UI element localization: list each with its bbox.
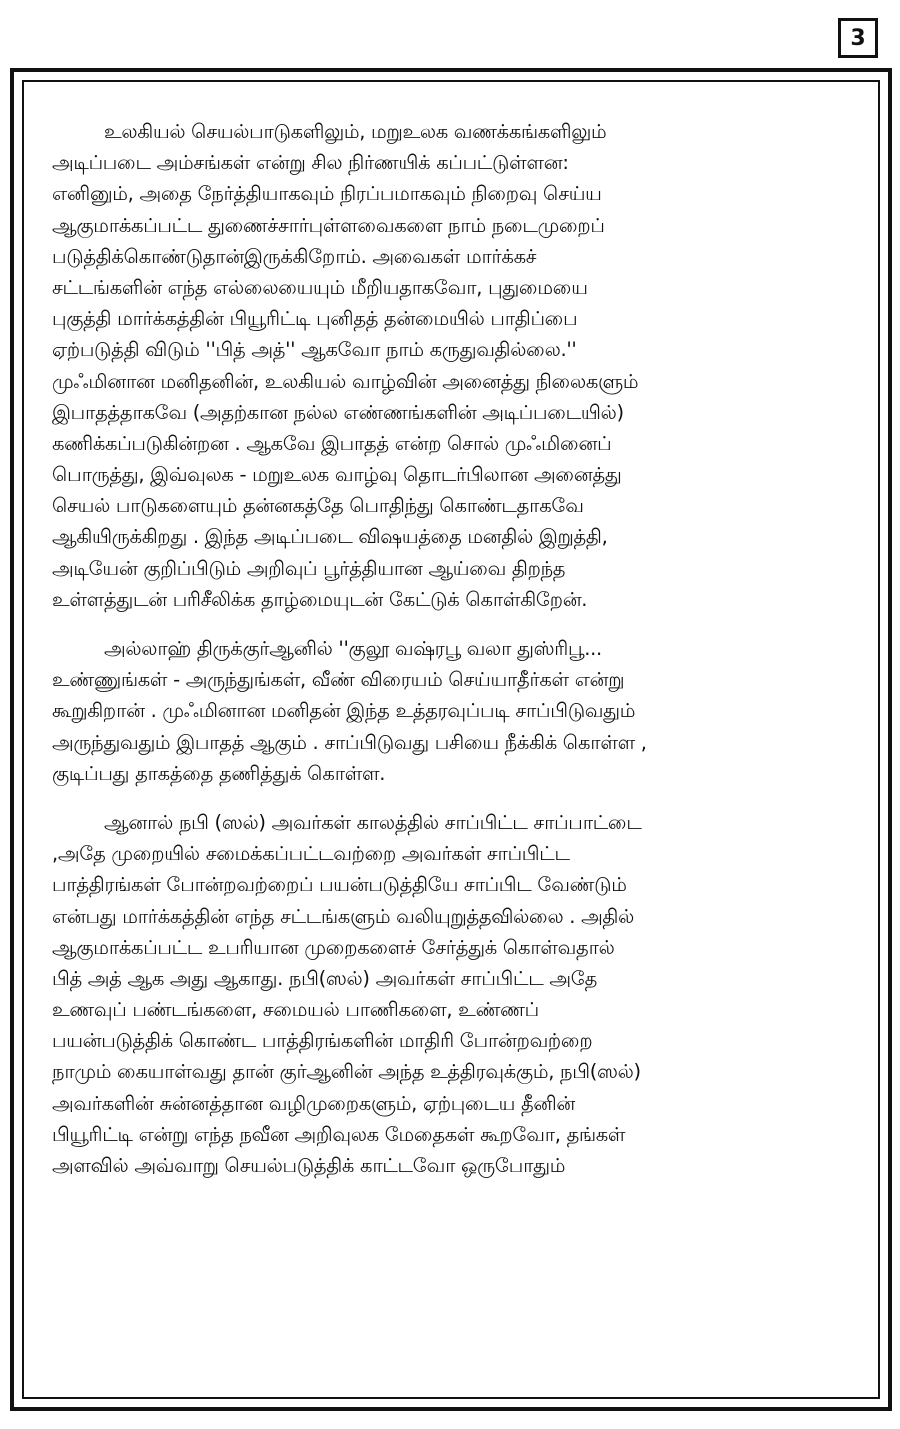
text-line: பியூரிட்டி என்று எந்த நவீன அறிவுலக மேதைகள் கூறவோ, தங்கள் (52, 1122, 626, 1146)
page-number: 3 (850, 25, 866, 51)
text-line: ஆகுமாக்கப்பட்ட உபரியான முறைகளைச் சேர்த்துக் கொள்வதால் (52, 935, 615, 959)
text-line: புகுத்தி மார்க்கத்தின் பியூரிட்டி புனிதத் தன்மையில் பாதிப்பை (52, 307, 578, 331)
text-line: சட்டங்களின் எந்த எல்லையையும் மீறியதாகவோ, புதுமையை (52, 275, 588, 299)
text-line: பாத்திரங்கள் போன்றவற்றைப் பயன்படுத்தியே சாப்பிட வேண்டும் (52, 873, 627, 897)
text-line: உண்ணுங்கள் - அருந்துங்கள், வீண் விரையம் செய்யாதீர்கள் என்று (52, 668, 625, 692)
text-line: அவர்களின் சுன்னத்தான வழிமுறைகளும், ஏற்புடைய தீனின் (52, 1091, 576, 1115)
paragraph-spacer (52, 789, 850, 807)
text-line: ஆகுமாக்கப்பட்ட துணைச்சார்புள்ளவைகளை நாம் நடைமுறைப் (52, 213, 605, 237)
page-border-outer (10, 68, 892, 1411)
text-line: அடிப்படை அம்சங்கள் என்று சில நிர்ணயிக் கப்பட்டுள்ளன: (52, 151, 569, 175)
text-line: பொருத்து, இவ்வுலக - மறுஉலக வாழ்வு தொடர்பிலான அனைத்து (52, 463, 622, 487)
text-line: முஃமினான மனிதனின், உலகியல் வாழ்வின் அனைத்து நிலைகளும் (52, 369, 639, 393)
text-line: ஏற்படுத்தி விடும் ''பித் அத்'' ஆகவோ நாம் கருதுவதில்லை.'' (52, 338, 577, 362)
text-line: இபாதத்தாகவே (அதற்கான நல்ல எண்ணங்களின் அடிப்படையில்) (52, 400, 624, 424)
text-line: கணிக்கப்படுகின்றன . ஆகவே இபாதத் என்ற சொல் முஃமினைப் (52, 431, 612, 455)
paragraph-3 (52, 807, 850, 1181)
text-line: ,அதே முறையில் சமைக்கப்பட்டவற்றை அவர்கள் சாப்பிட்ட (52, 842, 570, 866)
paragraph-2 (52, 633, 850, 789)
text-line: நாமும் கையாள்வது தான் குர்ஆனின் அந்த உத்திரவுக்கும், நபி(ஸல்) (52, 1060, 641, 1084)
text-line: படுத்திக்கொண்டுதான்இருக்கிறோம். அவைகள் மார்க்கச் (52, 244, 537, 268)
paragraph-spacer (52, 615, 850, 633)
paragraph-1 (52, 116, 850, 615)
text-line: பித் அத் ஆக அது ஆகாது. நபி(ஸல்) அவர்கள் சாப்பிட்ட அதே (52, 966, 597, 990)
text-line: பயன்படுத்திக் கொண்ட பாத்திரங்களின் மாதிரி போன்றவற்றை (52, 1029, 593, 1053)
text-line: குடிப்பது தாகத்தை தணித்துக் கொள்ள. (52, 761, 386, 785)
page-number-box (838, 18, 878, 58)
body-text (52, 116, 850, 1181)
text-line: உணவுப் பண்டங்களை, சமையல் பாணிகளை, உண்ணப் (52, 998, 539, 1022)
text-line: என்பது மார்க்கத்தின் எந்த சட்டங்களும் வலியுறுத்தவில்லை . அதில் (52, 904, 634, 928)
text-line: அல்லாஹ் திருக்குர்ஆனில் ''குலூ வஷ்ரபூ வலா துஸ்ரிபூ... (104, 637, 602, 660)
text-line: கூறுகிறான் . முஃமினான மனிதன் இந்த உத்தரவுப்படி சாப்பிடுவதும் (52, 699, 636, 723)
text-line: அடியேன் குறிப்பிடும் அறிவுப் பூர்த்தியான ஆய்வை திறந்த (52, 556, 566, 580)
text-line: அளவில் அவ்வாறு செயல்படுத்திக் காட்டவோ ஒருபோதும் (52, 1154, 566, 1177)
text-line: அருந்துவதும் இபாதத் ஆகும் . சாப்பிடுவது பசியை நீக்கிக் கொள்ள , (52, 730, 647, 754)
text-line: ஆகியிருக்கிறது . இந்த அடிப்படை விஷயத்தை மனதில் இறுத்தி, (52, 525, 608, 549)
text-line: உள்ளத்துடன் பரிசீலிக்க தாழ்மையுடன் கேட்டுக் கொள்கிறேன். (52, 587, 588, 611)
text-line: ஆனால் நபி (ஸல்) அவர்கள் காலத்தில் சாப்பிட்ட சாப்பாட்டை (104, 810, 642, 834)
text-line: எனினும், அதை நேர்த்தியாகவும் நிரப்பமாகவும் நிறைவு செய்ய (52, 182, 602, 206)
text-line: செயல் பாடுகளையும் தன்னகத்தே பொதிந்து கொண்டதாகவே (52, 494, 584, 518)
text-line: உலகியல் செயல்பாடுகளிலும், மறுஉலக வணக்கங்களிலும் (104, 120, 607, 143)
